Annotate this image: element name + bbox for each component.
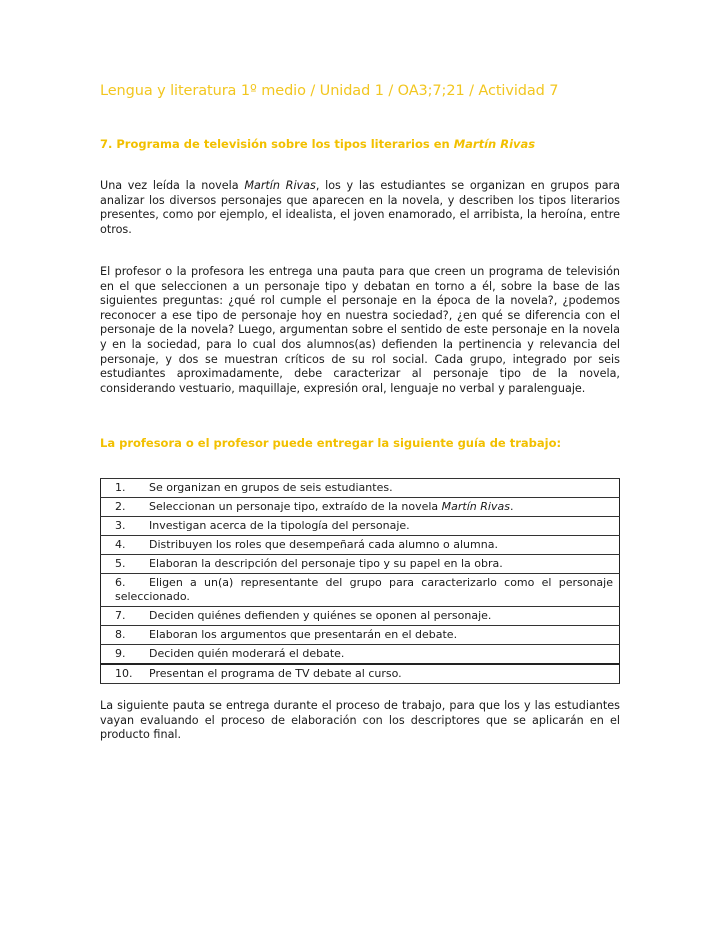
guide-title: La profesora o el profesor puede entregar la siguiente guía de trabajo: bbox=[100, 436, 562, 450]
work-guide-table bbox=[100, 478, 620, 684]
step-text: Elaboran la descripción del personaje tipo y su papel en la obra. bbox=[149, 557, 503, 570]
table-row bbox=[101, 498, 620, 517]
table-row bbox=[101, 574, 620, 607]
closing-paragraph: La siguiente pauta se entrega durante el proceso de trabajo, para que los y las estudiantes vayan evaluando el proceso de elaboración con los descriptores que se aplicarán en el producto final. bbox=[100, 699, 620, 742]
step-cell bbox=[101, 479, 620, 498]
step-number: 10. bbox=[115, 667, 133, 680]
step-number: 5. bbox=[115, 557, 126, 570]
table-row bbox=[101, 607, 620, 626]
step-number: 7. bbox=[115, 609, 126, 622]
step-number: 9. bbox=[115, 647, 126, 660]
novel-title: Martín Rivas bbox=[244, 179, 316, 192]
step-number: 8. bbox=[115, 628, 126, 641]
step-text: Distribuyen los roles que desempeñará cada alumno o alumna. bbox=[149, 538, 498, 551]
step-number: 6. bbox=[115, 576, 126, 589]
instructions-paragraph: El profesor o la profesora les entrega una pauta para que creen un programa de televisión en el que seleccionen a un personaje tipo y debatan en torno a él, sobre la base de las siguientes preguntas: ¿qué rol cumple el personaje en la época de la novela?, ¿podemos reconocer a ese tipo de personaje hoy en nuestra sociedad?, ¿en qué se diferencia con el personaje de la novela? Luego, argumentan sobre el sentido de este personaje en la novela y en la sociedad, para lo cual dos alumnos(as) defienden la pertinencia y relevancia del personaje, y dos se muestran críticos de su rol social. Cada grupo, integrado por seis estudiantes aproximadamente, debe caracterizar al personaje tipo de la novela, considerando vestuario, maquillaje, expresión oral, lenguaje no verbal y paralenguaje. bbox=[100, 265, 620, 395]
section-title-text: 7. Programa de televisión sobre los tipos literarios en bbox=[100, 137, 454, 151]
table-row bbox=[101, 626, 620, 645]
section-title bbox=[100, 137, 535, 151]
table-row bbox=[101, 536, 620, 555]
table-row bbox=[101, 517, 620, 536]
step-cell bbox=[101, 498, 620, 517]
table-row bbox=[101, 479, 620, 498]
table-row bbox=[101, 645, 620, 665]
section-title-novel: Martín Rivas bbox=[453, 137, 536, 151]
step-cell bbox=[101, 664, 620, 684]
step-cell bbox=[101, 626, 620, 645]
step-number: 4. bbox=[115, 538, 126, 551]
step-cell bbox=[101, 574, 620, 607]
step-cell bbox=[101, 555, 620, 574]
step-text: Se organizan en grupos de seis estudiantes. bbox=[149, 481, 393, 494]
step-cell bbox=[101, 645, 620, 665]
step-text-end: . bbox=[509, 500, 514, 513]
step-text: Presentan el programa de TV debate al curso. bbox=[149, 667, 402, 680]
step-cell bbox=[101, 517, 620, 536]
step-text: Investigan acerca de la tipología del personaje. bbox=[149, 519, 410, 532]
step-number: 2. bbox=[115, 500, 126, 513]
table-row bbox=[101, 664, 620, 684]
novel-title: Martín Rivas bbox=[441, 500, 510, 513]
step-number: 1. bbox=[115, 481, 126, 494]
step-number: 3. bbox=[115, 519, 126, 532]
intro-text-end: , los y las estudiantes se organizan en grupos para analizar los diversos personajes que aparecen en la novela, y describen los tipos literarios presentes, como por ejemplo, el idealista, el joven enamorado, el arribista, la heroína, entre otros. bbox=[100, 179, 621, 236]
step-cell bbox=[101, 607, 620, 626]
step-text: Deciden quiénes defienden y quiénes se oponen al personaje. bbox=[149, 609, 492, 622]
step-text: Eligen a un(a) representante del grupo para caracterizarlo como el personaje seleccionado. bbox=[115, 576, 613, 603]
breadcrumb: Lengua y literatura 1º medio / Unidad 1 / OA3;7;21 / Actividad 7 bbox=[100, 83, 559, 99]
step-text: Elaboran los argumentos que presentarán en el debate. bbox=[149, 628, 458, 641]
table-row bbox=[101, 555, 620, 574]
intro-text-start: Una vez leída la novela bbox=[100, 179, 245, 192]
step-cell bbox=[101, 536, 620, 555]
step-text: Deciden quién moderará el debate. bbox=[149, 647, 345, 660]
intro-paragraph bbox=[100, 179, 620, 237]
step-text: Seleccionan un personaje tipo, extraído de la novela bbox=[149, 500, 442, 513]
